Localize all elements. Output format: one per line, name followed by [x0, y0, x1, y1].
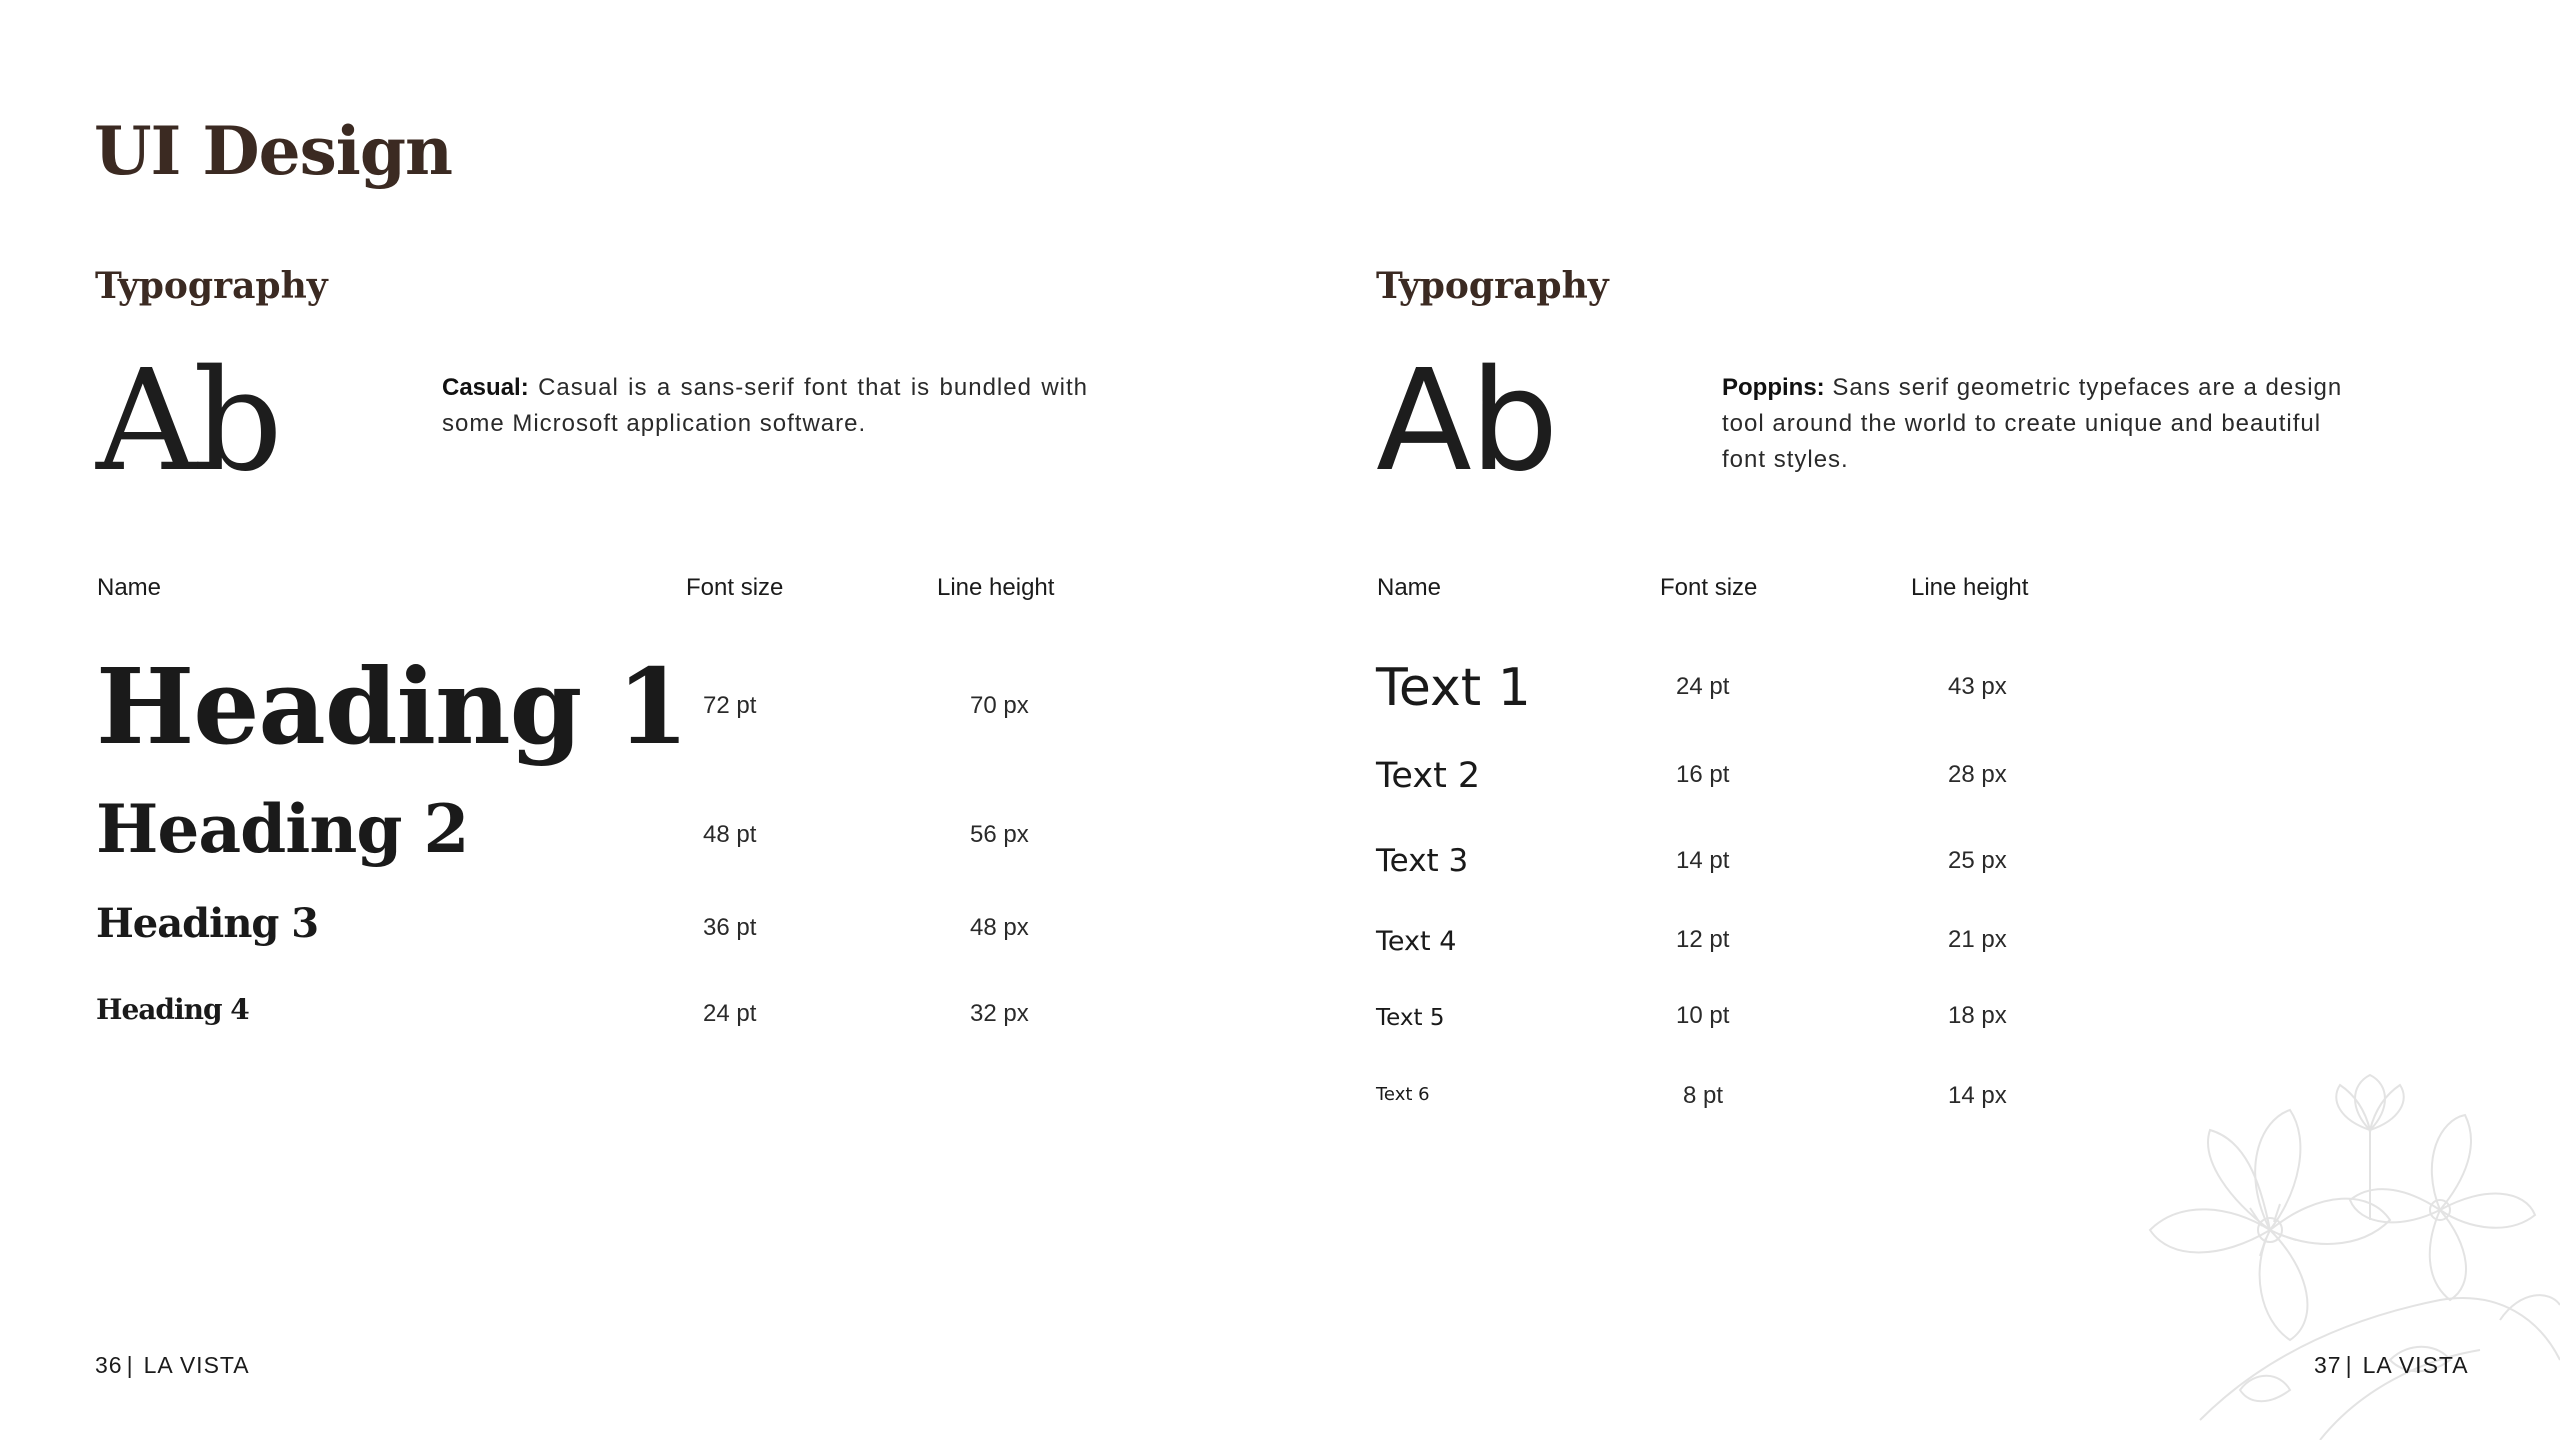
text-1-font-size: 24 pt: [1676, 673, 1730, 700]
heading-4-font-size: 24 pt: [703, 1000, 757, 1027]
right-font-specimen: Ab: [1376, 340, 1557, 503]
left-section-title: Typography: [95, 265, 328, 307]
text-3-font-size: 14 pt: [1676, 847, 1730, 874]
right-column-name: Name: [1377, 574, 1442, 601]
heading-1-sample: Heading 1: [96, 645, 688, 768]
heading-2-font-size: 48 pt: [703, 821, 757, 848]
text-1-line-height: 43 px: [1948, 673, 2007, 700]
heading-3-line-height: 48 px: [970, 914, 1029, 941]
heading-4-line-height: 32 px: [970, 1000, 1029, 1027]
left-column-font-size: Font size: [686, 574, 784, 601]
heading-1-line-height: 70 px: [970, 692, 1029, 719]
heading-1-font-size: 72 pt: [703, 692, 757, 719]
text-6-font-size: 8 pt: [1683, 1082, 1724, 1109]
left-footer-brand: LA VISTA: [143, 1352, 250, 1378]
right-column-line-height: Line height: [1911, 574, 2029, 601]
right-font-description: [1722, 370, 2372, 478]
right-footer: [2314, 1354, 2469, 1377]
left-font-description-text: Casual is a sans-serif font that is bundled with some Microsoft application software.: [442, 374, 1088, 437]
heading-4-sample: Heading 4: [96, 993, 249, 1026]
left-font-description: [442, 370, 1088, 442]
left-column-name: Name: [97, 574, 162, 601]
text-3-sample: Text 3: [1376, 843, 1469, 879]
right-footer-separator: |: [2345, 1352, 2353, 1378]
text-1-sample: Text 1: [1376, 658, 1531, 718]
text-4-line-height: 21 px: [1948, 926, 2007, 953]
left-page-number: 36: [95, 1352, 123, 1378]
left-footer: [95, 1354, 250, 1377]
text-5-sample: Text 5: [1376, 1005, 1445, 1031]
right-footer-brand: LA VISTA: [2362, 1352, 2469, 1378]
left-footer-separator: |: [126, 1352, 134, 1378]
left-column-line-height: Line height: [937, 574, 1055, 601]
floral-illustration-icon: [2140, 1060, 2560, 1440]
right-page-number: 37: [2314, 1352, 2342, 1378]
heading-2-line-height: 56 px: [970, 821, 1029, 848]
heading-3-font-size: 36 pt: [703, 914, 757, 941]
text-6-line-height: 14 px: [1948, 1082, 2007, 1109]
page-title: UI Design: [94, 112, 452, 190]
text-2-line-height: 28 px: [1948, 761, 2007, 788]
left-font-specimen: Ab: [96, 340, 279, 503]
text-4-font-size: 12 pt: [1676, 926, 1730, 953]
heading-2-sample: Heading 2: [96, 790, 469, 868]
text-2-font-size: 16 pt: [1676, 761, 1730, 788]
left-font-name: Casual:: [442, 374, 529, 401]
text-4-sample: Text 4: [1376, 926, 1457, 957]
text-3-line-height: 25 px: [1948, 847, 2007, 874]
heading-3-sample: Heading 3: [96, 900, 319, 947]
text-2-sample: Text 2: [1376, 756, 1481, 796]
right-section-title: Typography: [1376, 265, 1609, 307]
right-font-name: Poppins:: [1722, 374, 1825, 401]
text-5-font-size: 10 pt: [1676, 1002, 1730, 1029]
right-font-description-text: Sans serif geometric typefaces are a design tool around the world to create unique and beautiful font styles.: [1722, 374, 2343, 473]
text-5-line-height: 18 px: [1948, 1002, 2007, 1029]
right-column-font-size: Font size: [1660, 574, 1758, 601]
text-6-sample: Text 6: [1376, 1084, 1430, 1105]
